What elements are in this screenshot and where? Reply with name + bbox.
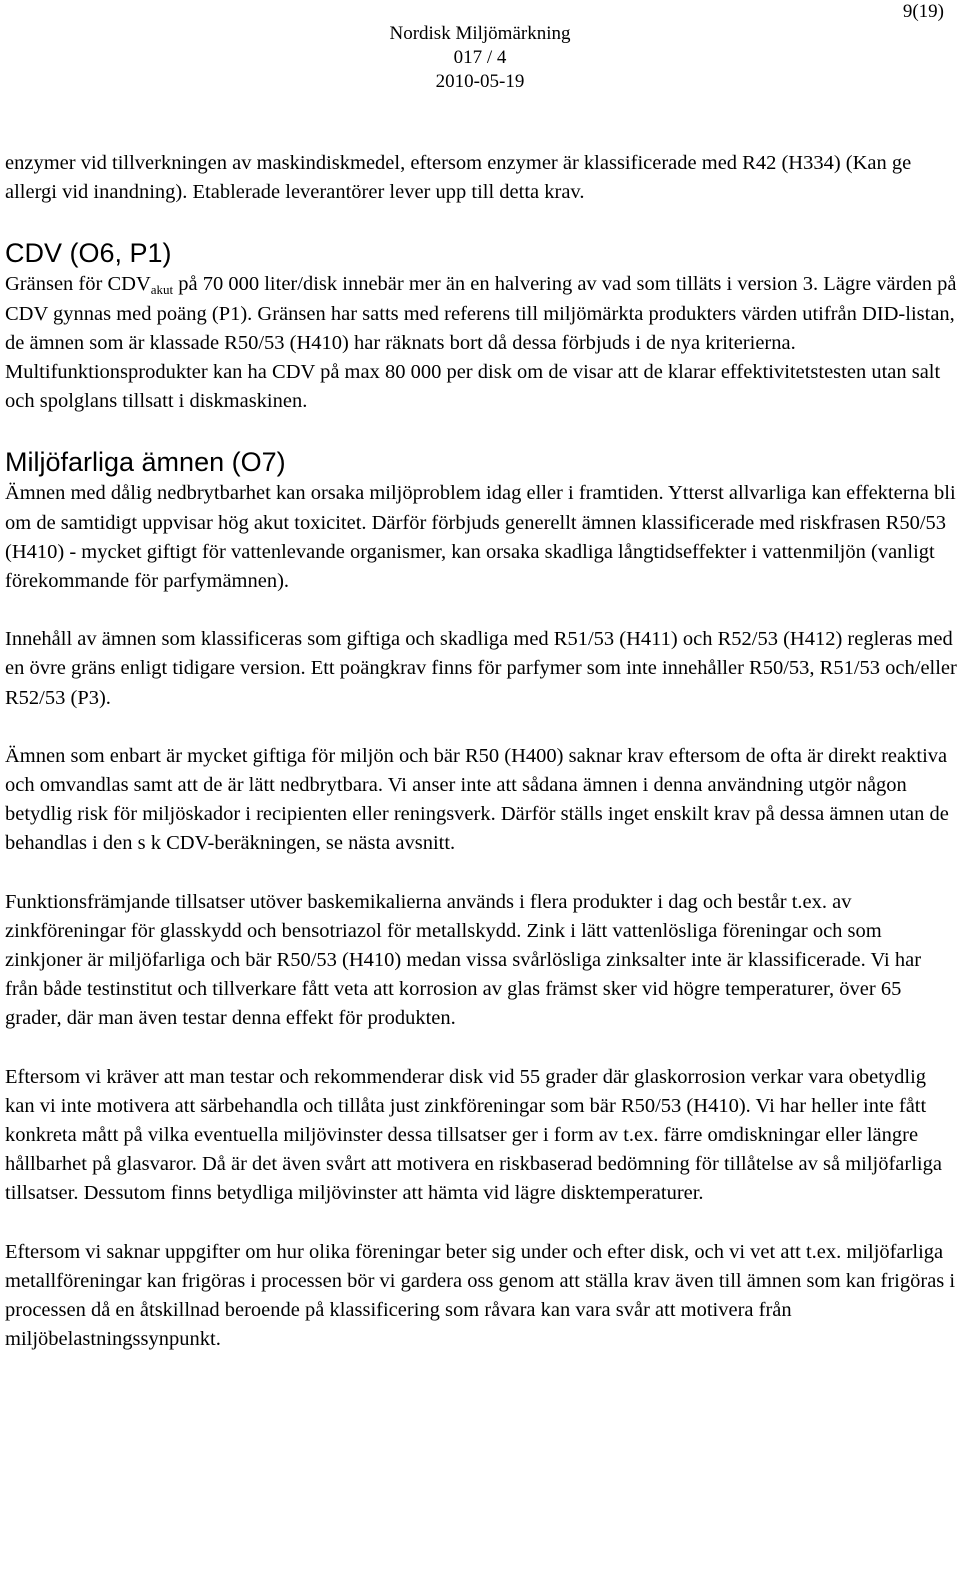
intro-paragraph: enzymer vid tillverkningen av maskindiskmedel, eftersom enzymer är klassificerade med R42 (H334) (Kan ge allergi vid inandning). Etablerade leverantörer lever upp till detta krav.	[5, 152, 912, 204]
section-heading-miljofarliga: Miljöfarliga ämnen (O7)	[5, 447, 286, 478]
document-body	[5, 149, 957, 1355]
page-header	[0, 22, 960, 94]
paragraph: Ämnen som enbart är mycket giftiga för miljön och bär R50 (H400) saknar krav eftersom de ofta är direkt reaktiva och omvandlas samt att de är lätt nedbrytbara. Vi anser inte att sådana ämnen i denna användning utgör någon betydlig risk för miljöskador i recipienten eller reningsverk. Därför ställs inget enskilt krav på dessa ämnen utan de behandlas i den s k CDV-beräkningen, se nästa avsnitt.	[5, 744, 949, 855]
header-organization: Nordisk Miljömärkning	[389, 23, 571, 44]
paragraph: Eftersom vi kräver att man testar och rekommenderar disk vid 55 grader där glaskorrosion verkar vara obetydlig kan vi inte motivera att särbehandla och tillåta just zinkföreningar som bär R50/53 (H410). Vi har heller inte fått konkreta mått på vilka eventuella miljövinster dessa tillsatser ger i form av t.ex. färre omdiskningar eller längre hållbarhet på glasvaror. Då är det även svårt att motivera en riskbaserad bedömning för tillåtelse av så miljöfarliga tillsatser. Dessutom finns betydliga miljövinster att hämta vid lägre disktemperaturer.	[5, 1065, 942, 1205]
section-heading-cdv: CDV (O6, P1)	[5, 238, 172, 269]
paragraph: Eftersom vi saknar uppgifter om hur olika föreningar beter sig under och efter disk, och vi vet att t.ex. miljöfarliga metallföreningar kan frigöras i processen bör vi gardera oss genom att ställa krav även till ämnen som kan frigöras i processen då en åtskillnad beroende på klassificering som råvara kan vara svår att motivera från miljöbelastningssynpunkt.	[5, 1240, 956, 1351]
cdv-paragraph: Gränsen för $CDV_{akut}$ på 70 000 liter/disk innebär mer än en halvering av vad som tilläts i version 3. Lägre värden på CDV gynnas med poäng (P1). Gränsen har satts med referens till miljömärkta produkters värden utifrån DID-listan, de ämnen som är klassade R50/53 (H410) har räknats bort då dessa förbjuds i de nya kriterierna. Multifunktionsprodukter kan ha CDV på max 80 000 per disk om de visar att de klarar effektivitetstesten utan salt och spolglans tillsatt i diskmaskinen.	[5, 273, 957, 413]
cdv-subscript: akut	[150, 282, 174, 298]
header-date: 2010-05-19	[435, 71, 525, 92]
paragraph: Ämnen med dålig nedbrytbarhet kan orsaka miljöproblem idag eller i framtiden. Ytterst allvarliga kan effekterna bli om de samtidigt uppvisar hög akut toxicitet. Därför förbjuds generellt ämnen klassificerade med riskfrasen R50/53 (H410) - mycket giftigt för vattenlevande organismer, kan orsaka skadliga långtidseffekter i vattenmiljön (vanligt förekommande för parfymämnen).	[5, 482, 956, 593]
paragraph: Funktionsfrämjande tillsatser utöver baskemikalierna används i flera produkter i dag och består t.ex. av zinkföreningar för glasskydd och bensotriazol för metallskydd. Zink i lätt vattenlösliga föreningar och som zinkjoner är miljöfarliga och bär R50/53 (H410) medan vissa svårlösliga zinksalter inte är klassificerade. Vi har från både testinstitut och tillverkare fått veta att korrosion av glas främst sker vid högre temperaturer, över 65 grader, där man även testar denna effekt för produkten.	[5, 890, 922, 1030]
paragraph: Innehåll av ämnen som klassificeras som giftiga och skadliga med R51/53 (H411) och R52/53 (H412) regleras med en övre gräns enligt tidigare version. Ett poängkrav finns för parfymer som inte innehåller R50/53, R51/53 och/eller R52/53 (P3).	[5, 628, 957, 709]
header-document-id: 017 / 4	[453, 47, 507, 68]
page-number: 9(19)	[902, 1, 944, 22]
